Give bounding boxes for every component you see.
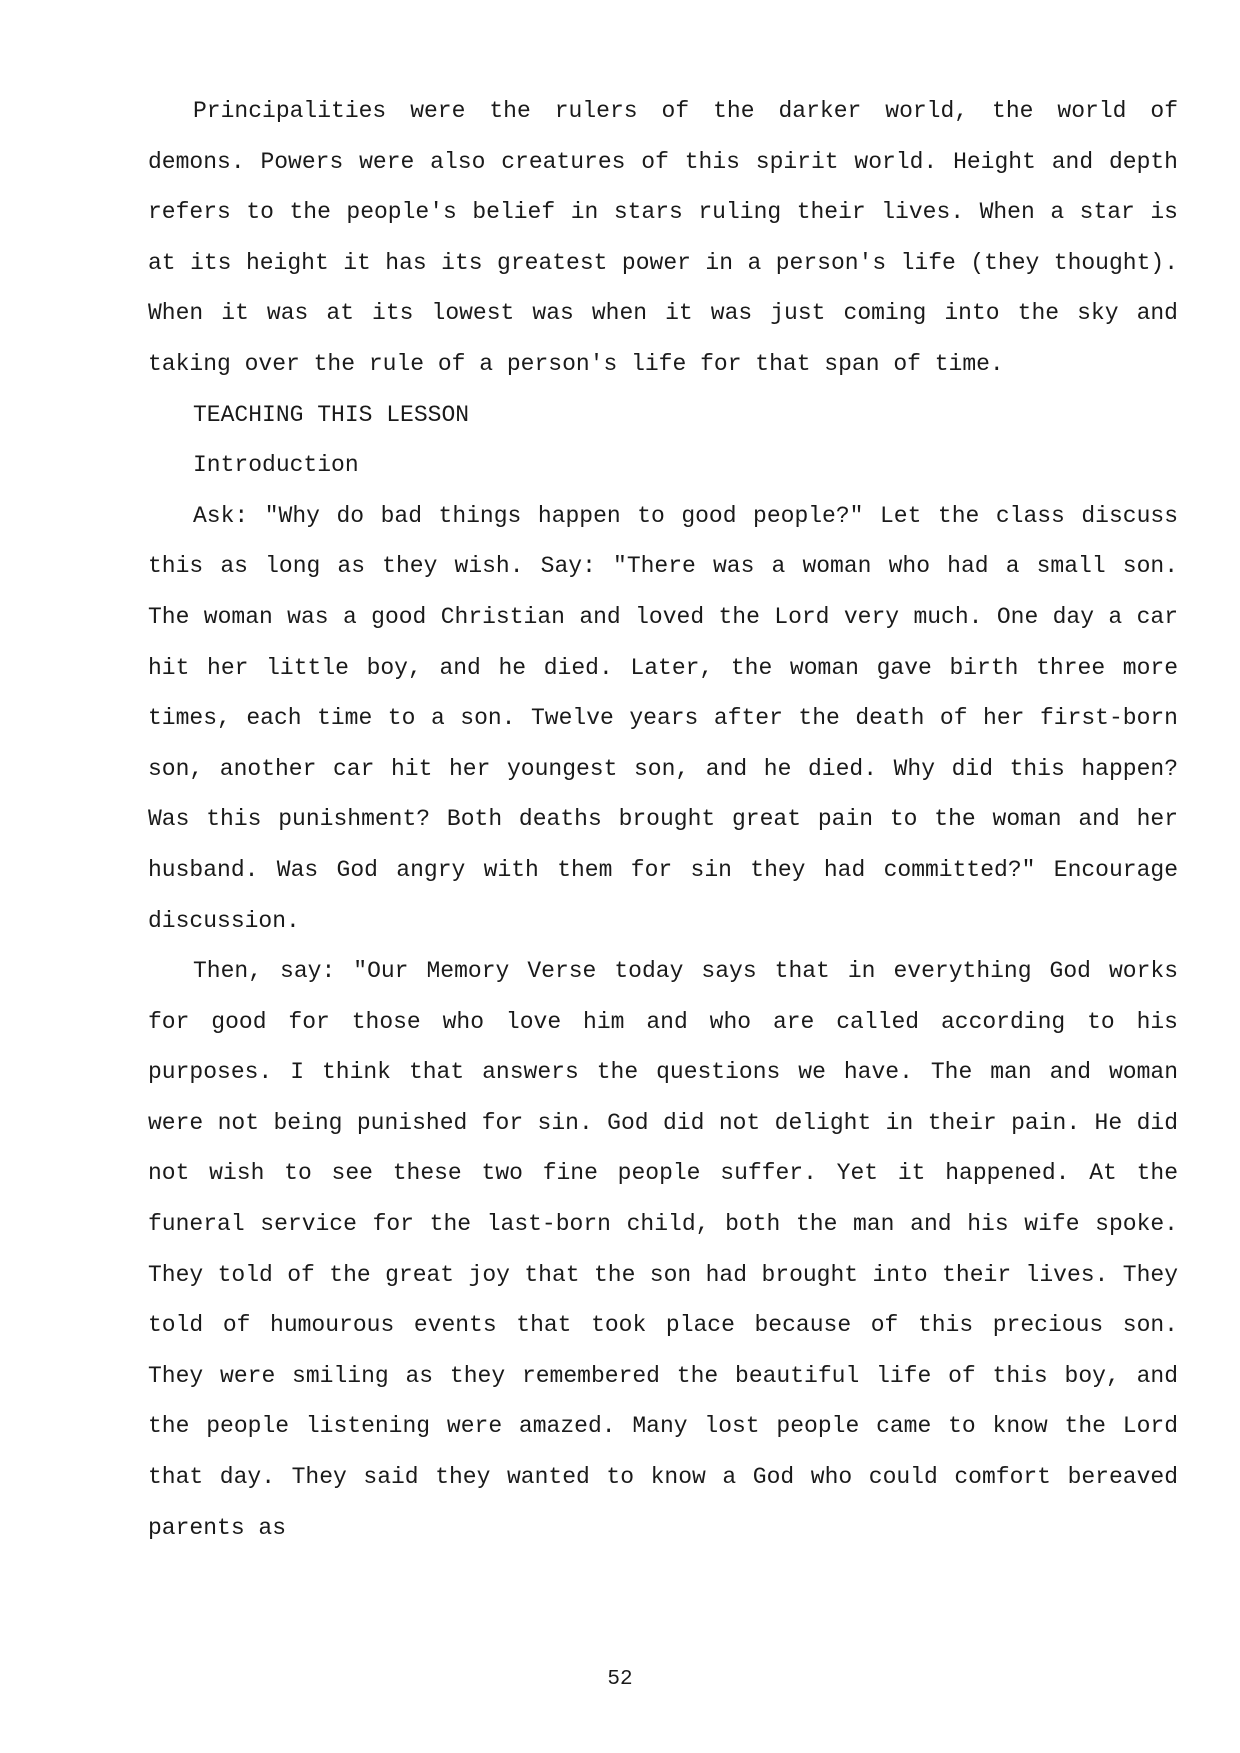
heading-introduction: Introduction	[193, 452, 359, 479]
body-text	[148, 86, 1178, 1553]
paragraph-then-say: Then, say: "Our Memory Verse today says that in everything God works for good for those who love him and who are called according to his purposes. I think that answers the questions we have. The man and woman were not being punished for sin. God did not delight in their pain. He did not wish to see these two fine people suffer. Yet it happened. At the funeral service for the last-born child, both the man and his wife spoke. They told of the great joy that the son had brought into their lives. They told of humourous events that took place because of this precious son. They were smiling as they remembered the beautiful life of this boy, and the people listening were amazed. Many lost people came to know the Lord that day. They said they wanted to know a God who could comfort bereaved parents as	[148, 958, 1178, 1541]
heading-teaching-this-lesson: TEACHING THIS LESSON	[193, 401, 470, 428]
paragraph-principalities: Principalities were the rulers of the darker world, the world of demons. Powers were also creatures of this spirit world. Height and depth refers to the people's belief in stars ruling their lives. When a star is at its height it has its greatest power in a person's life (they thought). When it was at its lowest was when it was just coming into the sky and taking over the rule of a person's life for that span of time.	[148, 98, 1178, 377]
page-number: 52	[607, 1668, 633, 1691]
paragraph-ask: Ask: "Why do bad things happen to good people?" Let the class discuss this as long as they wish. Say: "There was a woman who had a small son. The woman was a good Christian and loved the Lord very much. One day a car hit her little boy, and he died. Later, the woman gave birth three more times, each time to a son. Twelve years after the death of her first-born son, another car hit her youngest son, and he died. Why did this happen? Was this punishment? Both deaths brought great pain to the woman and her husband. Was God angry with them for sin they had committed?" Encourage discussion.	[148, 502, 1178, 934]
